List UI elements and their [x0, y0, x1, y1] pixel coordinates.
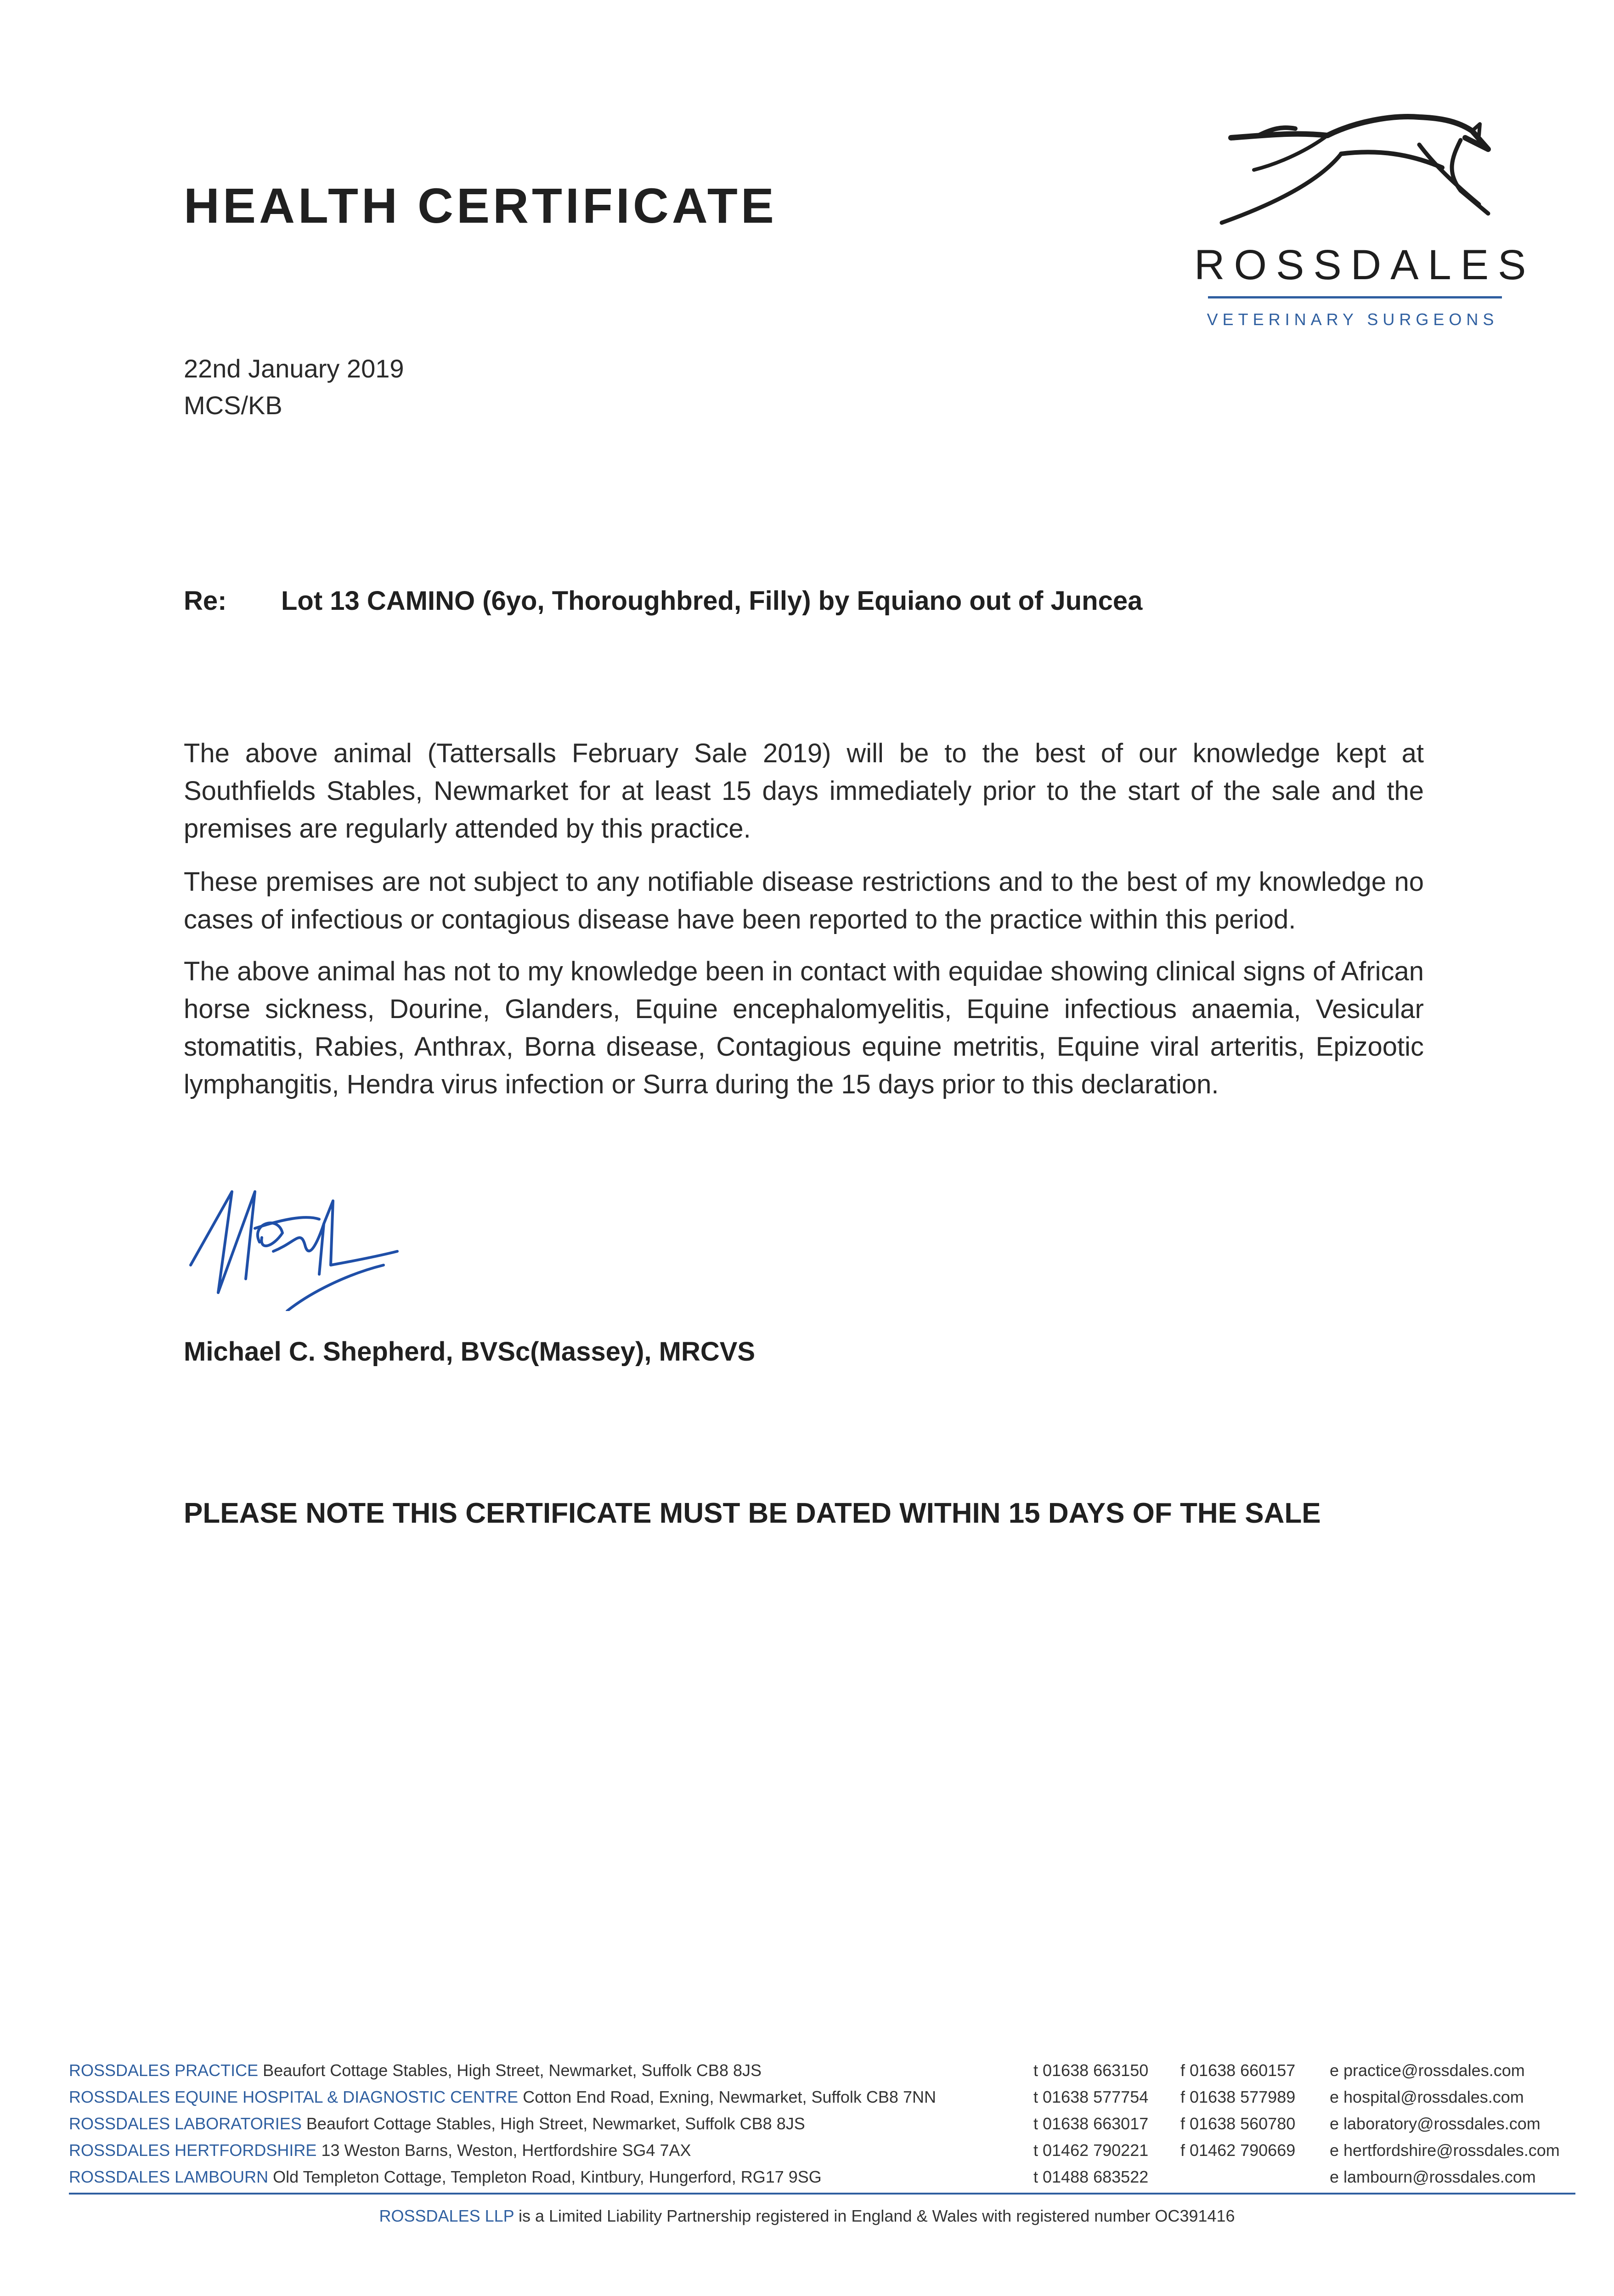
- branch-phone: t 01462 790221: [1033, 2141, 1149, 2160]
- branch-address: Beaufort Cottage Stables, High Street, Newmarket, Suffolk CB8 8JS: [263, 2061, 762, 2080]
- footer-contacts: [69, 2061, 1575, 2194]
- logo-name: ROSSDALES: [1194, 242, 1535, 288]
- sale-date-notice: PLEASE NOTE THIS CERTIFICATE MUST BE DATED WITHIN 15 DAYS OF THE SALE: [184, 1497, 1321, 1529]
- branch-fax: f 01638 660157: [1180, 2061, 1296, 2080]
- rossdales-logo: [1194, 103, 1535, 342]
- letter-reference: MCS/KB: [184, 391, 282, 420]
- body-paragraph: These premises are not subject to any notifiable disease restrictions and to the best of my knowledge no cases of infectious or contagious disease have been reported to the practice within this period.: [184, 867, 1424, 934]
- branch-email: e laboratory@rossdales.com: [1330, 2114, 1541, 2133]
- branch-address: Cotton End Road, Exning, Newmarket, Suffolk CB8 7NN: [523, 2088, 936, 2106]
- branch-email: e hospital@rossdales.com: [1330, 2088, 1524, 2106]
- branch-name: ROSSDALES PRACTICE: [69, 2061, 259, 2080]
- branch-phone: t 01488 683522: [1033, 2167, 1149, 2186]
- galloping-horse-icon: [1203, 103, 1507, 236]
- branch-address: Old Templeton Cottage, Templeton Road, Kintbury, Hungerford, RG17 9SG: [273, 2167, 822, 2186]
- footer-row: [69, 2061, 1575, 2088]
- footer-row: [69, 2141, 1575, 2167]
- branch-name: ROSSDALES LABORATORIES: [69, 2114, 302, 2133]
- certificate-title: HEALTH CERTIFICATE: [184, 178, 777, 233]
- branch-email: e hertfordshire@rossdales.com: [1330, 2141, 1560, 2160]
- branch-phone: t 01638 663150: [1033, 2061, 1149, 2080]
- handwritten-signature: [181, 1173, 411, 1311]
- branch-fax: f 01638 560780: [1180, 2114, 1296, 2133]
- legal-text: is a Limited Liability Partnership registered in England & Wales with registered number OC391416: [519, 2206, 1235, 2225]
- re-subject: Lot 13 CAMINO (6yo, Thoroughbred, Filly) by Equiano out of Juncea: [281, 586, 1143, 616]
- logo-subtitle: VETERINARY SURGEONS: [1207, 310, 1499, 329]
- branch-fax: f 01462 790669: [1180, 2141, 1296, 2160]
- legal-notice: [0, 2206, 1614, 2226]
- branch-name: ROSSDALES EQUINE HOSPITAL & DIAGNOSTIC CENTRE: [69, 2088, 519, 2106]
- branch-phone: t 01638 577754: [1033, 2088, 1149, 2106]
- footer-divider: [69, 2193, 1575, 2195]
- footer-row: [69, 2114, 1575, 2141]
- footer-row: [69, 2167, 1575, 2194]
- body-paragraph: The above animal has not to my knowledge been in contact with equidae showing clinical signs of African horse sickness, Dourine, Glanders, Equine encephalomyelitis, Equine infectious anaemia, Vesicular stomatitis, Rabies, Anthrax, Borna disease, Contagious equine metritis, Equine viral arteritis, Epizootic lymphangitis, Hendra virus infection or Surra during the 15 days prior to this declaration.: [184, 957, 1424, 1099]
- logo-divider: [1208, 296, 1502, 298]
- re-label: Re:: [184, 586, 227, 616]
- branch-address: 13 Weston Barns, Weston, Hertfordshire SG4 7AX: [321, 2141, 691, 2160]
- branch-name: ROSSDALES HERTFORDSHIRE: [69, 2141, 317, 2160]
- branch-address: Beaufort Cottage Stables, High Street, Newmarket, Suffolk CB8 8JS: [306, 2114, 805, 2133]
- footer-row: [69, 2088, 1575, 2114]
- branch-email: e practice@rossdales.com: [1330, 2061, 1525, 2080]
- legal-brand: ROSSDALES LLP: [379, 2206, 514, 2225]
- body-paragraph: The above animal (Tattersalls February Sale 2019) will be to the best of our knowledge kept at Southfields Stables, Newmarket for at least 15 days immediately prior to the start of the sale and the premises are regularly attended by this practice.: [184, 738, 1424, 844]
- signer-name: Michael C. Shepherd, BVSc(Massey), MRCVS: [184, 1337, 756, 1367]
- branch-phone: t 01638 663017: [1033, 2114, 1149, 2133]
- branch-email: e lambourn@rossdales.com: [1330, 2167, 1536, 2186]
- branch-name: ROSSDALES LAMBOURN: [69, 2167, 269, 2186]
- letter-date: 22nd January 2019: [184, 354, 404, 383]
- branch-fax: f 01638 577989: [1180, 2088, 1296, 2106]
